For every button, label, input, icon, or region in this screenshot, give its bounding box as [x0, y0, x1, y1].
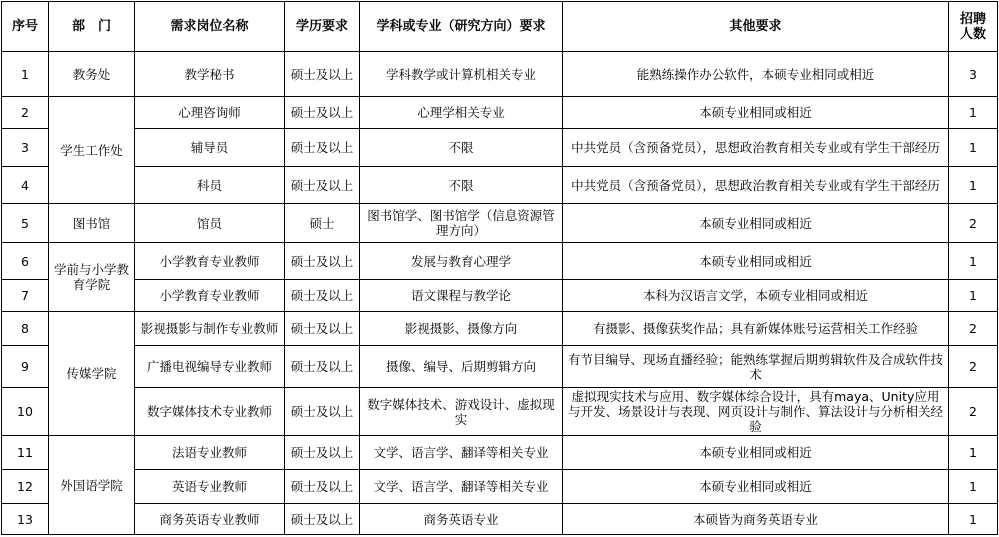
- cell-major: 摄像、编导、后期剪辑方向: [360, 346, 563, 388]
- cell-post: 教学秘书: [135, 52, 285, 97]
- cell-count: 1: [949, 129, 998, 167]
- cell-major: 发展与教育心理学: [360, 243, 563, 280]
- table-row: [2, 167, 998, 204]
- cell-count: 1: [949, 280, 998, 312]
- cell-post: 法语专业教师: [135, 436, 285, 470]
- cell-other: 有节目编导、现场直播经验；能熟练掌握后期剪辑软件及合成软件技术: [563, 346, 949, 388]
- cell-seq: 5: [2, 204, 49, 243]
- cell-other: 本硕皆为商务英语专业: [563, 504, 949, 535]
- cell-post: 广播电视编导专业教师: [135, 346, 285, 388]
- cell-count: 2: [949, 388, 998, 436]
- cell-other: 本硕专业相同或相近: [563, 204, 949, 243]
- table-row: [2, 346, 998, 388]
- header-count: 招聘人数: [949, 2, 998, 52]
- cell-major: 影视摄影、摄像方向: [360, 312, 563, 346]
- cell-other: 本硕专业相同或相近: [563, 97, 949, 129]
- cell-count: 1: [949, 470, 998, 504]
- cell-seq: 9: [2, 346, 49, 388]
- cell-count: 1: [949, 97, 998, 129]
- table-row: [2, 280, 998, 312]
- cell-count: 1: [949, 436, 998, 470]
- cell-count: 1: [949, 504, 998, 535]
- table-row: [2, 129, 998, 167]
- cell-post: 小学教育专业教师: [135, 280, 285, 312]
- cell-seq: 10: [2, 388, 49, 436]
- cell-major: 学科教学或计算机相关专业: [360, 52, 563, 97]
- cell-major: 商务英语专业: [360, 504, 563, 535]
- cell-edu: 硕士及以上: [285, 97, 360, 129]
- cell-seq: 12: [2, 470, 49, 504]
- cell-count: 1: [949, 167, 998, 204]
- cell-other: 中共党员（含预备党员），思想政治教育相关专业或有学生干部经历: [563, 167, 949, 204]
- cell-major: 数字媒体技术、游戏设计、虚拟现实: [360, 388, 563, 436]
- cell-dept: 学前与小学教育学院: [49, 243, 135, 312]
- cell-count: 2: [949, 204, 998, 243]
- cell-other: 虚拟现实技术与应用、数字媒体综合设计，具有maya、Unity应用与开发、场景设计与表现、网页设计与制作、算法设计与分析相关经验: [563, 388, 949, 436]
- cell-other: 能熟练操作办公软件，本硕专业相同或相近: [563, 52, 949, 97]
- cell-edu: 硕士及以上: [285, 470, 360, 504]
- cell-post: 英语专业教师: [135, 470, 285, 504]
- cell-edu: 硕士: [285, 204, 360, 243]
- cell-post: 影视摄影与制作专业教师: [135, 312, 285, 346]
- cell-post: 商务英语专业教师: [135, 504, 285, 535]
- cell-major: 不限: [360, 167, 563, 204]
- cell-edu: 硕士及以上: [285, 167, 360, 204]
- cell-seq: 8: [2, 312, 49, 346]
- cell-seq: 4: [2, 167, 49, 204]
- cell-major: 文学、语言学、翻译等相关专业: [360, 470, 563, 504]
- cell-edu: 硕士及以上: [285, 504, 360, 535]
- cell-other: 本科为汉语言文学，本硕专业相同或相近: [563, 280, 949, 312]
- cell-post: 小学教育专业教师: [135, 243, 285, 280]
- header-other: 其他要求: [563, 2, 949, 52]
- cell-edu: 硕士及以上: [285, 129, 360, 167]
- cell-seq: 11: [2, 436, 49, 470]
- cell-other: 本硕专业相同或相近: [563, 436, 949, 470]
- cell-edu: 硕士及以上: [285, 312, 360, 346]
- cell-dept: 外国语学院: [49, 436, 135, 535]
- header-seq: 序号: [2, 2, 49, 52]
- cell-dept: 学生工作处: [49, 97, 135, 204]
- cell-post: 科员: [135, 167, 285, 204]
- cell-count: 2: [949, 312, 998, 346]
- cell-edu: 硕士及以上: [285, 388, 360, 436]
- cell-count: 1: [949, 243, 998, 280]
- cell-seq: 3: [2, 129, 49, 167]
- table-row: [2, 52, 998, 97]
- cell-post: 心理咨询师: [135, 97, 285, 129]
- table-row: [2, 436, 998, 470]
- cell-edu: 硕士及以上: [285, 346, 360, 388]
- cell-dept: 图书馆: [49, 204, 135, 243]
- cell-dept: 传媒学院: [49, 312, 135, 436]
- cell-seq: 13: [2, 504, 49, 535]
- table-row: [2, 312, 998, 346]
- cell-other: 有摄影、摄像获奖作品；具有新媒体账号运营相关工作经验: [563, 312, 949, 346]
- header-edu: 学历要求: [285, 2, 360, 52]
- cell-post: 辅导员: [135, 129, 285, 167]
- cell-count: 3: [949, 52, 998, 97]
- cell-major: 不限: [360, 129, 563, 167]
- cell-count: 2: [949, 346, 998, 388]
- cell-edu: 硕士及以上: [285, 436, 360, 470]
- cell-major: 文学、语言学、翻译等相关专业: [360, 436, 563, 470]
- cell-edu: 硕士及以上: [285, 280, 360, 312]
- table-row: [2, 388, 998, 436]
- cell-edu: 硕士及以上: [285, 52, 360, 97]
- cell-major: 心理学相关专业: [360, 97, 563, 129]
- cell-seq: 6: [2, 243, 49, 280]
- table-row: [2, 204, 998, 243]
- cell-other: 本硕专业相同或相近: [563, 243, 949, 280]
- table-row: [2, 97, 998, 129]
- header-major: 学科或专业（研究方向）要求: [360, 2, 563, 52]
- table-row: [2, 504, 998, 535]
- cell-post: 馆员: [135, 204, 285, 243]
- table-header-row: [2, 2, 998, 52]
- cell-post: 数字媒体技术专业教师: [135, 388, 285, 436]
- cell-edu: 硕士及以上: [285, 243, 360, 280]
- table-row: [2, 243, 998, 280]
- cell-major: 图书馆学、图书馆学（信息资源管理方向）: [360, 204, 563, 243]
- cell-other: 本硕专业相同或相近: [563, 470, 949, 504]
- table-row: [2, 470, 998, 504]
- cell-other: 中共党员（含预备党员），思想政治教育相关专业或有学生干部经历: [563, 129, 949, 167]
- header-dept: 部 门: [49, 2, 135, 52]
- cell-dept: 教务处: [49, 52, 135, 97]
- header-post: 需求岗位名称: [135, 2, 285, 52]
- cell-seq: 7: [2, 280, 49, 312]
- cell-seq: 2: [2, 97, 49, 129]
- cell-major: 语文课程与教学论: [360, 280, 563, 312]
- cell-seq: 1: [2, 52, 49, 97]
- recruitment-table: [1, 1, 998, 535]
